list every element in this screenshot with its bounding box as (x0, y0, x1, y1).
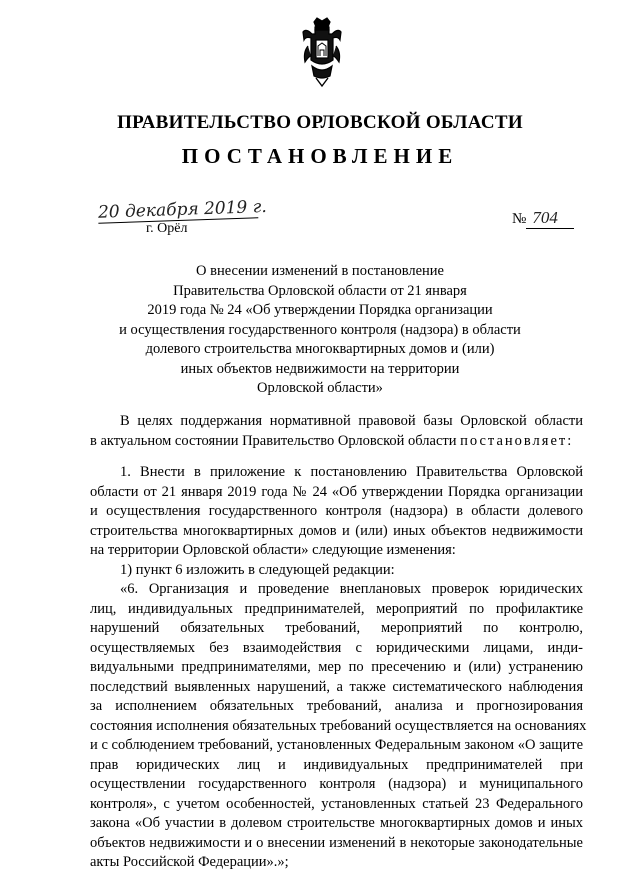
subject-line: Правительства Орловской области от 21 января (173, 282, 467, 299)
body-line: области от 21 января 2019 года № 24 «Об утверждении Порядка организации (90, 483, 583, 500)
body-line: на территории Орловской области» следующие изменения: (90, 542, 456, 558)
subject-line: 2019 года № 24 «Об утверждении Порядка организации (147, 302, 493, 318)
body-line: нарушений обязательных требований, мероприятий по контролю, (90, 620, 583, 636)
body-line (90, 432, 583, 452)
body-line: осуществляемых без взаимодействия с юридическими лицами, инди- (90, 639, 583, 656)
body-line: видуальными предпринимателями, мер по пресечению и (или) устранению (90, 659, 583, 675)
decree-word: постановляет: (460, 432, 574, 449)
city-label: г. Орёл (146, 221, 188, 236)
body-line: последствий выявленных нарушений, а также систематического наблюдения (90, 678, 583, 695)
subject-line: О внесении изменений в постановление (196, 263, 444, 279)
body-line: и с соблюдением требований, установленных Федеральным законом «О защите (90, 737, 583, 753)
body-line: В целях поддержания нормативной правовой базы Орловской области (120, 413, 583, 429)
document-type: ПОСТАНОВЛЕНИЕ (181, 144, 459, 168)
body-line: контроля», с учетом особенностей, установленных статьей 23 Федерального (90, 795, 583, 812)
body-line: прав юридических лиц и индивидуальных предпринимателей при (90, 756, 583, 773)
body-line: за исполнением обязательных требований, анализа и прогнозирования (90, 698, 583, 714)
document-subject (60, 262, 580, 399)
body-line: и осуществления государственного контроля (надзора) в области долевого (90, 503, 583, 519)
subject-line: иных объектов недвижимости на территории (180, 360, 460, 377)
body-line: строительства многоквартирных домов и (или) иных объектов недвижимости (90, 522, 583, 539)
body-line: акты Российской Федерации».»; (90, 854, 289, 870)
number-label: № (512, 211, 527, 227)
subject-line: Орловской области» (257, 380, 383, 396)
body-line: объектов недвижимости и о внесении изменений в некоторые законодательные (90, 834, 583, 851)
decree-text (90, 463, 587, 873)
handwritten-number: 704 (526, 208, 574, 229)
body-line: «6. Организация и проведение внеплановых проверок юридических (120, 581, 583, 597)
body-line: лиц, индивидуальных предпринимателей, мероприятий по профилактике (90, 600, 583, 617)
preamble-paragraph (90, 412, 583, 451)
body-line: 1. Внести в приложение к постановлению Правительства Орловской (120, 464, 583, 480)
orel-coat-of-arms-icon (300, 16, 344, 88)
body-line-text: в актуальном состоянии Правительство Орловской области (90, 432, 461, 449)
government-title: ПРАВИТЕЛЬСТВО ОРЛОВСКОЙ ОБЛАСТИ (117, 112, 523, 133)
document-number (512, 208, 574, 229)
subject-line: долевого строительства многоквартирных домов и (или) (145, 341, 495, 357)
body-line: закона «Об участии в долевом строительстве многоквартирных домов и иных (90, 815, 583, 831)
body-line: 1) пункт 6 изложить в следующей редакции: (120, 561, 395, 578)
handwritten-date: 20 декабря 2019 г. (97, 196, 268, 223)
body-line: состояния исполнения обязательных требований осуществляется на основаниях (90, 717, 587, 734)
body-line: осуществлении государственного контроля (надзора) и муниципального (90, 776, 583, 792)
subject-line: и осуществления государственного контроля (надзора) в области (119, 321, 521, 338)
